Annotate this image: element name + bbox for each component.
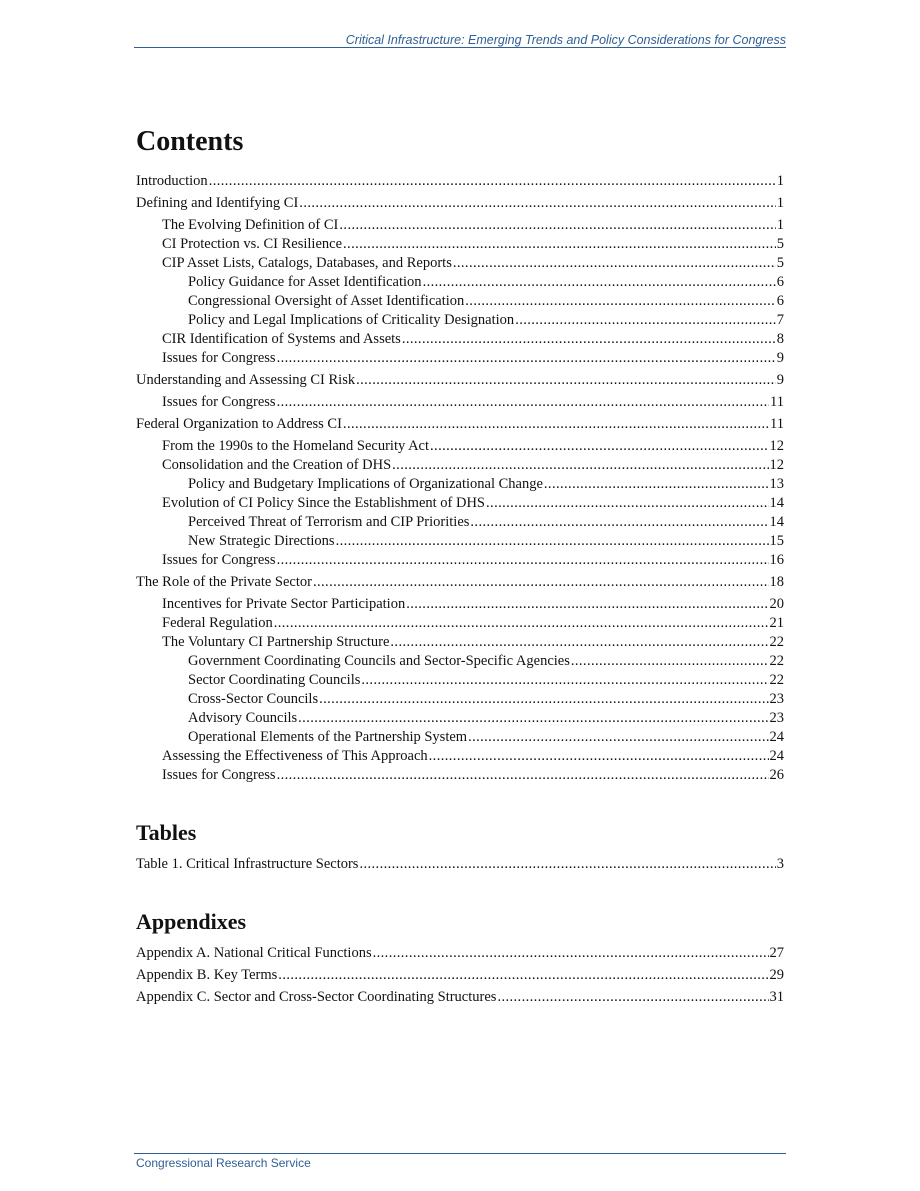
- toc-leader-dots: [336, 532, 769, 551]
- header-rule: [134, 47, 786, 48]
- toc-page-number: 5: [776, 255, 784, 271]
- toc-entry[interactable]: [136, 633, 784, 652]
- contents-heading: Contents: [136, 126, 244, 157]
- toc-entry[interactable]: [136, 671, 784, 690]
- table-of-contents: [136, 122, 784, 1007]
- toc-leader-dots: [359, 855, 775, 874]
- toc-page-number: 24: [769, 748, 784, 764]
- toc-entry[interactable]: [136, 330, 784, 349]
- toc-entry-title[interactable]: Federal Regulation: [162, 615, 273, 631]
- toc-entry[interactable]: [136, 456, 784, 475]
- toc-entry[interactable]: [136, 349, 784, 368]
- toc-entry[interactable]: [136, 766, 784, 785]
- toc-entry[interactable]: [136, 966, 784, 985]
- toc-entry-title[interactable]: Table 1. Critical Infrastructure Sectors: [136, 856, 359, 872]
- toc-entry-title[interactable]: The Voluntary CI Partnership Structure: [162, 634, 390, 650]
- toc-leader-dots: [343, 415, 769, 434]
- toc-leader-dots: [497, 988, 768, 1007]
- toc-page-number: 22: [769, 634, 784, 650]
- toc-entry[interactable]: [136, 194, 784, 213]
- toc-entry-title[interactable]: Federal Organization to Address CI: [136, 416, 342, 432]
- toc-page-number: 15: [769, 533, 784, 549]
- toc-leader-dots: [470, 513, 768, 532]
- toc-page-number: 16: [769, 552, 784, 568]
- toc-leader-dots: [515, 311, 776, 330]
- toc-leader-dots: [453, 254, 776, 273]
- toc-leader-dots: [544, 475, 769, 494]
- toc-entry-title[interactable]: CIR Identification of Systems and Assets: [162, 331, 401, 347]
- toc-entry-title[interactable]: The Evolving Definition of CI: [162, 217, 339, 233]
- toc-entry[interactable]: [136, 747, 784, 766]
- toc-entry[interactable]: [136, 709, 784, 728]
- toc-entry-title[interactable]: New Strategic Directions: [188, 533, 335, 549]
- toc-entry-title[interactable]: Introduction: [136, 173, 208, 189]
- toc-leader-dots: [299, 194, 775, 213]
- toc-entry[interactable]: [136, 393, 784, 412]
- toc-page-number: 23: [769, 691, 784, 707]
- toc-entry-title[interactable]: Cross-Sector Councils: [188, 691, 319, 707]
- toc-entry[interactable]: [136, 273, 784, 292]
- toc-entry[interactable]: [136, 690, 784, 709]
- toc-entry[interactable]: [136, 415, 784, 434]
- toc-entry-title[interactable]: Appendix C. Sector and Cross-Sector Coordinating Structures: [136, 989, 497, 1005]
- toc-leader-dots: [430, 437, 768, 456]
- toc-entry-title[interactable]: CI Protection vs. CI Resilience: [162, 236, 343, 252]
- toc-leader-dots: [373, 944, 769, 963]
- toc-page-number: 9: [776, 372, 784, 388]
- toc-leader-dots: [361, 671, 768, 690]
- toc-leader-dots: [277, 766, 769, 785]
- toc-leader-dots: [402, 330, 776, 349]
- toc-leader-dots: [423, 273, 776, 292]
- toc-entry[interactable]: [136, 216, 784, 235]
- toc-entry[interactable]: [136, 652, 784, 671]
- toc-entry[interactable]: [136, 475, 784, 494]
- toc-leader-dots: [429, 747, 769, 766]
- toc-page-number: 3: [776, 856, 784, 872]
- toc-page-number: 29: [769, 967, 784, 983]
- toc-leader-dots: [390, 633, 768, 652]
- toc-entry[interactable]: [136, 254, 784, 273]
- toc-page-number: 13: [769, 476, 784, 492]
- toc-entry-title[interactable]: Incentives for Private Sector Participation: [162, 596, 406, 612]
- appendixes-heading: Appendixes: [136, 909, 247, 934]
- toc-entry-title[interactable]: Policy and Legal Implications of Criticality Designation: [188, 312, 515, 328]
- tables-heading: Tables: [136, 820, 197, 845]
- toc-page-number: 5: [776, 236, 784, 252]
- toc-entry[interactable]: [136, 371, 784, 390]
- toc-page-number: 6: [776, 293, 784, 309]
- toc-entry[interactable]: [136, 988, 784, 1007]
- footer-text: Congressional Research Service: [136, 1156, 311, 1170]
- toc-page-number: 20: [769, 596, 784, 612]
- toc-entry-title[interactable]: Issues for Congress: [162, 552, 276, 568]
- toc-leader-dots: [298, 709, 768, 728]
- footer-rule: [134, 1153, 786, 1154]
- toc-entry[interactable]: [136, 437, 784, 456]
- toc-entry-title[interactable]: Sector Coordinating Councils: [188, 672, 361, 688]
- toc-entry[interactable]: [136, 513, 784, 532]
- toc-page-number: 18: [769, 574, 784, 590]
- toc-page-number: 9: [776, 350, 784, 366]
- toc-page-number: 22: [769, 653, 784, 669]
- toc-page-number: 14: [769, 495, 784, 511]
- toc-leader-dots: [278, 966, 768, 985]
- toc-entry-title[interactable]: Issues for Congress: [162, 767, 276, 783]
- toc-leader-dots: [406, 595, 768, 614]
- toc-page-number: 31: [769, 989, 784, 1005]
- toc-entry[interactable]: [136, 573, 784, 592]
- toc-entry-title[interactable]: Government Coordinating Councils and Sector-Specific Agencies: [188, 653, 570, 669]
- toc-entry-title[interactable]: Operational Elements of the Partnership System: [188, 729, 468, 745]
- toc-entry-title[interactable]: Assessing the Effectiveness of This Approach: [162, 748, 428, 764]
- toc-entry[interactable]: [136, 172, 784, 191]
- toc-entry-title[interactable]: Evolution of CI Policy Since the Establishment of DHS: [162, 495, 486, 511]
- toc-page-number: 24: [769, 729, 784, 745]
- toc-leader-dots: [277, 551, 769, 570]
- toc-entry-title[interactable]: Perceived Threat of Terrorism and CIP Priorities: [188, 514, 470, 530]
- toc-page-number: 7: [776, 312, 784, 328]
- toc-page-number: 1: [776, 195, 784, 211]
- toc-entry[interactable]: [136, 494, 784, 513]
- toc-page-number: 8: [776, 331, 784, 347]
- toc-entry[interactable]: [136, 728, 784, 747]
- toc-page-number: 21: [769, 615, 784, 631]
- toc-page-number: 12: [769, 457, 784, 473]
- toc-leader-dots: [319, 690, 768, 709]
- toc-page-number: 23: [769, 710, 784, 726]
- toc-page-number: 22: [769, 672, 784, 688]
- toc-entry-title[interactable]: Advisory Councils: [188, 710, 298, 726]
- toc-entry[interactable]: [136, 532, 784, 551]
- running-header-title: Critical Infrastructure: Emerging Trends and Policy Considerations for Congress: [345, 33, 786, 47]
- toc-entry[interactable]: [136, 595, 784, 614]
- toc-entry-title[interactable]: Appendix B. Key Terms: [136, 967, 278, 983]
- toc-entry[interactable]: [136, 855, 784, 874]
- toc-entry-title[interactable]: Issues for Congress: [162, 394, 276, 410]
- toc-entry[interactable]: [136, 235, 784, 254]
- toc-entry-title[interactable]: Policy and Budgetary Implications of Organizational Change: [188, 476, 543, 492]
- toc-leader-dots: [277, 393, 769, 412]
- toc-page-number: 1: [776, 173, 784, 189]
- toc-page-number: 26: [769, 767, 784, 783]
- toc-leader-dots: [343, 235, 776, 254]
- toc-page-number: 1: [776, 217, 784, 233]
- toc-leader-dots: [468, 728, 768, 747]
- toc-entry-title[interactable]: CIP Asset Lists, Catalogs, Databases, and Reports: [162, 255, 452, 271]
- toc-page-number: 11: [770, 416, 784, 432]
- contents-list: [136, 172, 784, 785]
- toc-entry-title[interactable]: Consolidation and the Creation of DHS: [162, 457, 392, 473]
- toc-leader-dots: [571, 652, 769, 671]
- toc-page-number: 14: [769, 514, 784, 530]
- toc-page-number: 12: [769, 438, 784, 454]
- toc-entry-title[interactable]: Defining and Identifying CI: [136, 195, 299, 211]
- toc-page-number: 6: [776, 274, 784, 290]
- toc-entry[interactable]: [136, 311, 784, 330]
- toc-entry-title[interactable]: Appendix A. National Critical Functions: [136, 945, 372, 961]
- toc-entry[interactable]: [136, 944, 784, 963]
- toc-page-number: 11: [770, 394, 784, 410]
- toc-entry-title[interactable]: The Role of the Private Sector: [136, 574, 312, 590]
- toc-leader-dots: [465, 292, 775, 311]
- toc-entry-title[interactable]: Issues for Congress: [162, 350, 276, 366]
- toc-entry-title[interactable]: Understanding and Assessing CI Risk: [136, 372, 356, 388]
- toc-leader-dots: [313, 573, 769, 592]
- toc-entry-title[interactable]: From the 1990s to the Homeland Security Act: [162, 438, 430, 454]
- toc-page-number: 27: [769, 945, 784, 961]
- toc-entry[interactable]: [136, 614, 784, 633]
- toc-leader-dots: [274, 614, 769, 633]
- toc-leader-dots: [392, 456, 768, 475]
- toc-entry-title[interactable]: Policy Guidance for Asset Identification: [188, 274, 422, 290]
- toc-entry[interactable]: [136, 551, 784, 570]
- toc-entry[interactable]: [136, 292, 784, 311]
- tables-list: [136, 855, 784, 874]
- toc-leader-dots: [209, 172, 776, 191]
- toc-leader-dots: [339, 216, 775, 235]
- toc-leader-dots: [486, 494, 768, 513]
- appendixes-list: [136, 944, 784, 1007]
- toc-leader-dots: [356, 371, 776, 390]
- toc-leader-dots: [277, 349, 776, 368]
- toc-entry-title[interactable]: Congressional Oversight of Asset Identification: [188, 293, 465, 309]
